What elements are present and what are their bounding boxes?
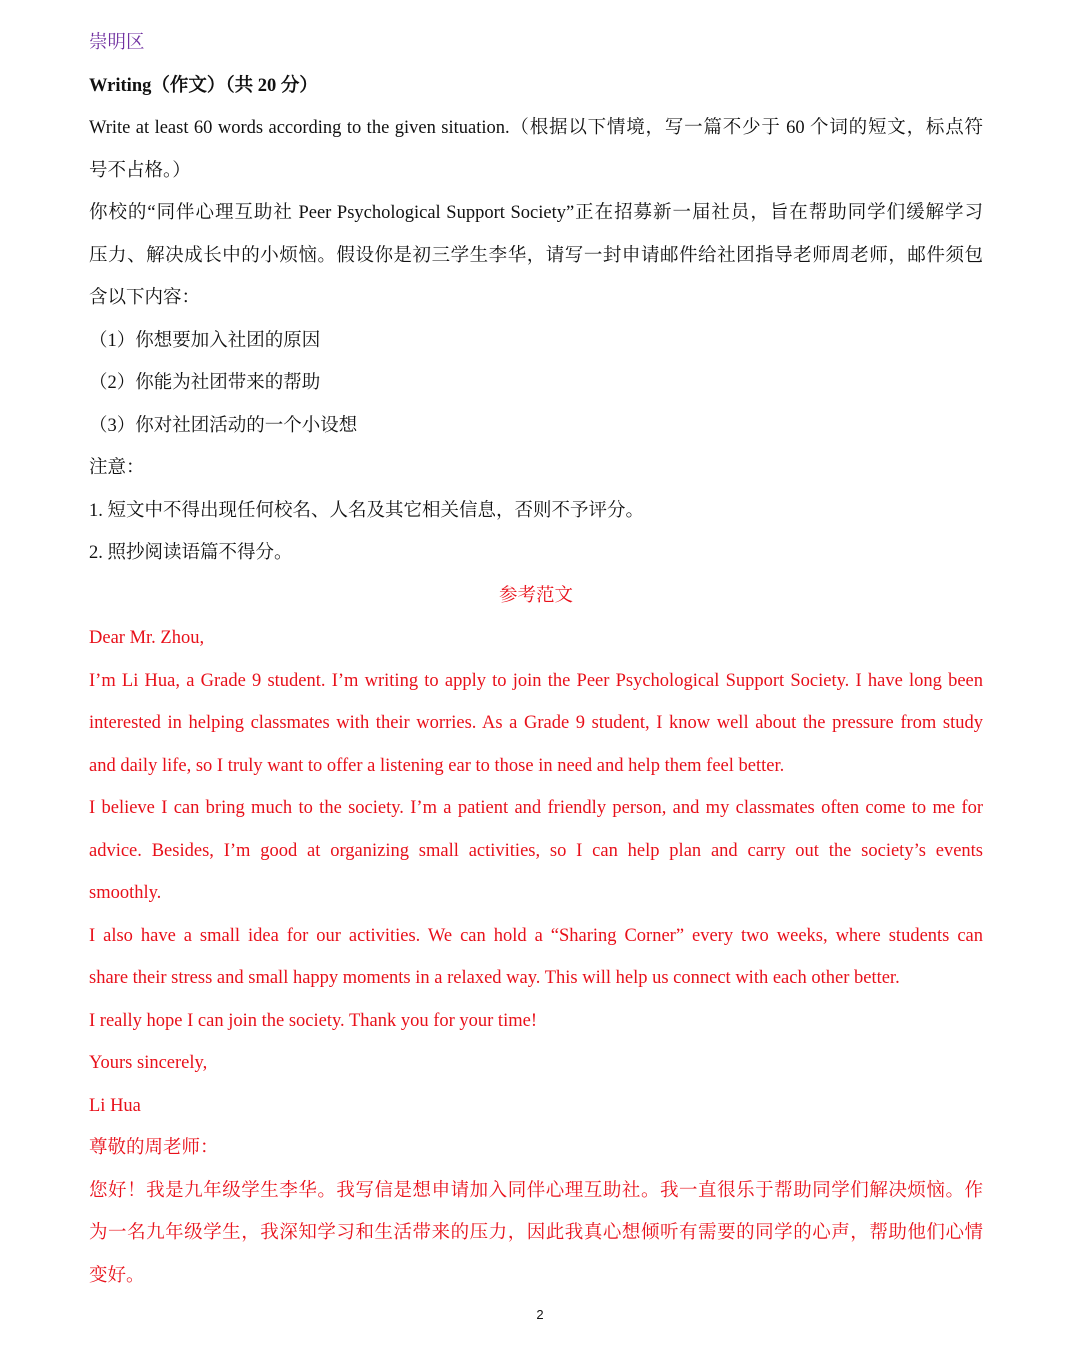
letter-closing: Yours sincerely, bbox=[89, 1053, 208, 1073]
instruction-line-2: 号不占格。） bbox=[89, 160, 191, 181]
letter-paragraph-1-line: interested in helping classmates with their worries. As a Grade 9 student, I know well about the pressure from study bbox=[89, 713, 983, 733]
letter-paragraph-2-line: advice. Besides, I’m good at organizing small activities, so I can help plan and carry out the society’s events bbox=[89, 840, 983, 861]
letter-paragraph-3-line: I also have a small idea for our activities. We can hold a “Sharing Corner” every two weeks, where students can bbox=[89, 925, 983, 946]
requirement-item: （2）你能为社团带来的帮助 bbox=[89, 373, 321, 393]
page-number: 2 bbox=[536, 1307, 544, 1322]
translation-line: 为一名九年级学生，我深知学习和生活带来的压力，因此我真心想倾听有需要的同学的心声，帮助他们心情 bbox=[89, 1223, 983, 1243]
requirement-item: （1）你想要加入社团的原因 bbox=[89, 330, 321, 351]
letter-paragraph-3-line: share their stress and small happy moments in a relaxed way. This will help us connect with each other better. bbox=[89, 968, 900, 988]
note-item: 2. 照抄阅读语篇不得分。 bbox=[89, 543, 293, 563]
letter-paragraph-2-line: smoothly. bbox=[89, 883, 162, 903]
situation-line-2: 压力、解决成长中的小烦恼。假设你是初三学生李华，请写一封申请邮件给社团指导老师周老师，邮件须包 bbox=[89, 245, 983, 266]
letter-signature: Li Hua bbox=[89, 1095, 141, 1116]
letter-paragraph-1-line: and daily life, so I truly want to offer a listening ear to those in need and help them feel better. bbox=[89, 755, 785, 776]
district-label: 崇明区 bbox=[89, 33, 145, 53]
situation-line-1: 你校的“同伴心理互助社 Peer Psychological Support Society”正在招募新一届社员，旨在帮助同学们缓解学习 bbox=[89, 203, 983, 223]
translation-line: 您好！我是九年级学生李华。我写信是想申请加入同伴心理互助社。我一直很乐于帮助同学们解决烦恼。作 bbox=[89, 1180, 983, 1201]
situation-line-3: 含以下内容： bbox=[89, 288, 201, 308]
page-content bbox=[89, 22, 983, 1297]
translation-greeting: 尊敬的周老师： bbox=[89, 1138, 219, 1158]
letter-greeting: Dear Mr. Zhou, bbox=[89, 628, 205, 648]
letter-paragraph-4: I really hope I can join the society. Thank you for your time! bbox=[89, 1010, 537, 1031]
translation-line: 变好。 bbox=[89, 1265, 145, 1286]
notes-label: 注意： bbox=[89, 458, 145, 478]
section-title: Writing（作文）（共 20 分） bbox=[89, 75, 318, 96]
requirement-item: （3）你对社团活动的一个小设想 bbox=[89, 415, 358, 436]
letter-paragraph-1-line: I’m Li Hua, a Grade 9 student. I’m writing to apply to join the Peer Psychological Support Society. I have long been bbox=[89, 670, 983, 691]
sample-heading: 参考范文 bbox=[498, 585, 573, 606]
letter-paragraph-2-line: I believe I can bring much to the society. I’m a patient and friendly person, and my classmates often come to me for bbox=[89, 798, 983, 818]
note-item: 1. 短文中不得出现任何校名、人名及其它相关信息，否则不予评分。 bbox=[89, 500, 645, 521]
instruction-line-1: Write at least 60 words according to the given situation.（根据以下情境，写一篇不少于 60 个词的短文，标点符 bbox=[89, 118, 983, 138]
